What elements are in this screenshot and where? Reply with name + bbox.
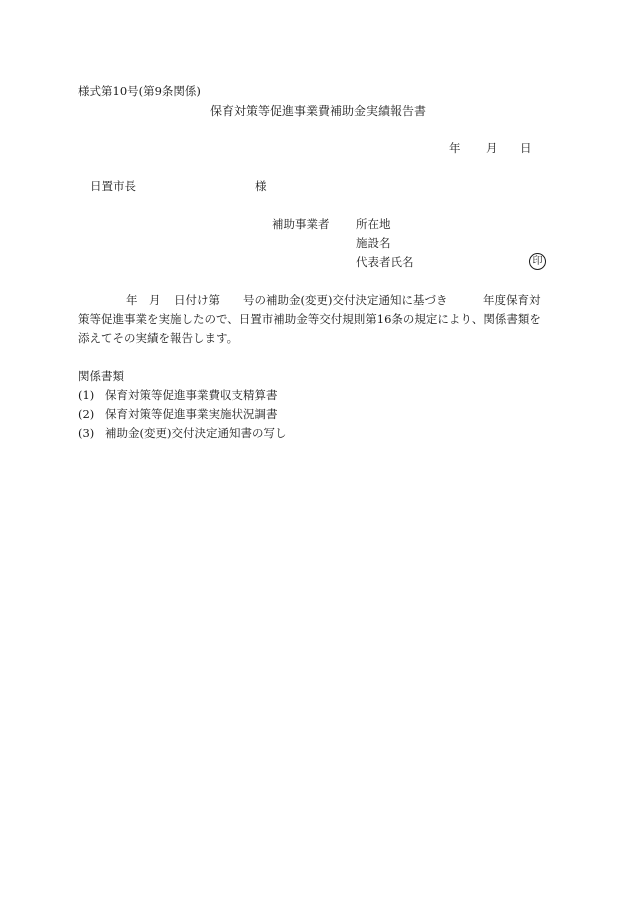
body-line-3: 添えてその実績を報告します。	[78, 331, 239, 345]
attachment-number: (3)	[78, 426, 95, 440]
applicant-facility-label: 施設名	[356, 236, 391, 250]
body-notice-text: 号の補助金(変更)交付決定通知に基づき	[243, 293, 448, 307]
attachment-number: (1)	[78, 388, 95, 402]
seal-mark: 印	[529, 253, 546, 270]
body-date-number-label: 日付け第	[174, 293, 220, 307]
body-fiscal-year-text: 年度保育対	[483, 293, 541, 307]
applicant-address-label: 所在地	[356, 217, 391, 231]
body-year-label: 年	[126, 293, 138, 307]
date-year-label: 年	[449, 141, 461, 155]
document-title: 保育対策等促進事業費補助金実績報告書	[210, 104, 427, 118]
form-number: 様式第10号(第9条関係)	[78, 84, 201, 98]
attachment-text: 保育対策等促進事業費収支精算書	[105, 388, 278, 402]
date-day-label: 日	[520, 141, 532, 155]
attachment-text: 補助金(変更)交付決定通知書の写し	[105, 426, 287, 440]
addressee-honorific: 様	[255, 179, 267, 193]
date-month-label: 月	[486, 141, 498, 155]
attachment-text: 保育対策等促進事業実施状況調書	[105, 407, 278, 421]
applicant-representative-label: 代表者氏名	[356, 255, 414, 269]
addressee-name: 日置市長	[90, 179, 136, 193]
attachments-heading: 関係書類	[78, 369, 124, 383]
attachment-number: (2)	[78, 407, 95, 421]
applicant-heading: 補助事業者	[272, 217, 330, 231]
body-line-2: 策等促進事業を実施したので、日置市補助金等交付規則第16条の規定により、関係書類を	[78, 312, 541, 326]
body-month-label: 月	[149, 293, 161, 307]
